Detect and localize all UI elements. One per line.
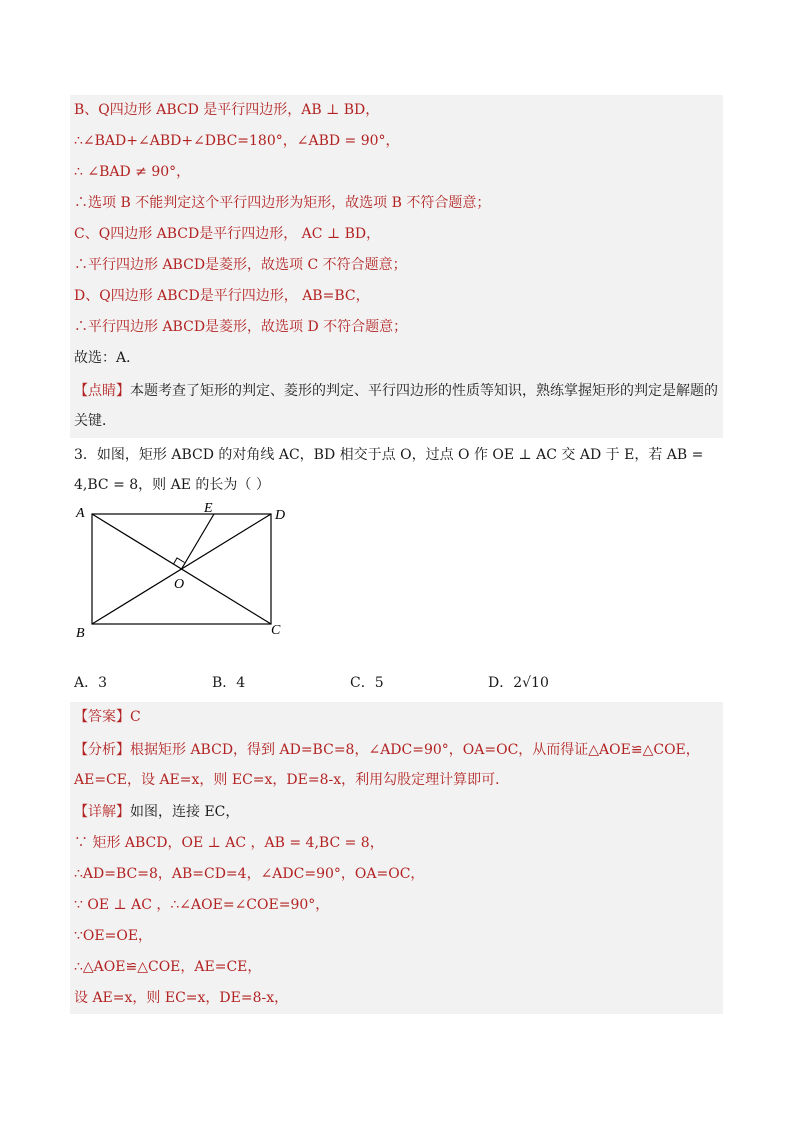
label-o: O (174, 577, 185, 592)
detail-line: ∵ OE ⊥ AC ，∴∠AOE=∠COE=90°， (74, 897, 330, 913)
xiangjie-row (70, 797, 723, 828)
solution-line: ∴平行四边形 ABCD是菱形，故选项 C 不符合题意； (74, 257, 407, 273)
geometry-figure (70, 502, 723, 672)
label-a: A (76, 506, 85, 521)
detail-line: ∵ 矩形 ABCD，OE ⊥ AC ，AB = 4,BC = 8， (74, 835, 384, 851)
solution-line: ∴平行四边形 ABCD是菱形，故选项 D 不符合题意； (74, 319, 408, 335)
solution-line: B、Q四边形 ABCD 是平行四边形，AB ⊥ BD， (74, 102, 380, 118)
right-angle-mark (174, 558, 185, 564)
label-c: C (271, 623, 281, 638)
choice-c: C．5 (350, 675, 384, 691)
solution-line: ∴∠BAD+∠ABD+∠DBC=180°，∠ABD = 90°， (74, 133, 400, 149)
question-text: 3．如图，矩形 ABCD 的对角线 AC，BD 相交于点 O，过点 O 作 OE ⊥ AC 交 AD 于 E，若 AB = 4,BC = 8，则 AE 的长为（ ） (74, 447, 704, 493)
fenxi-tag: 【分析】 (74, 742, 130, 758)
solution-block-prev (70, 95, 723, 438)
dianjing-paragraph (70, 374, 723, 438)
solution-line: ∴ ∠BAD ≠ 90°， (74, 164, 191, 180)
dianjing-tag: 【点睛】 (74, 383, 130, 399)
label-e: E (204, 502, 213, 516)
detail-line: ∴AD=BC=8，AB=CD=4，∠ADC=90°，OA=OC， (74, 866, 425, 882)
choice-b: B．4 (212, 675, 246, 691)
xiangjie-text: 如图，连接 EC， (130, 804, 240, 820)
segment-oe (182, 514, 215, 569)
solution-line: D、Q四边形 ABCD是平行四边形， AB=BC， (74, 288, 370, 304)
solution-line: C、Q四边形 ABCD是平行四边形， AC ⊥ BD， (74, 226, 381, 242)
label-d: D (275, 508, 286, 523)
detail-line: ∴△AOE≌△COE，AE=CE， (74, 959, 262, 975)
fenxi-text: 根据矩形 ABCD，得到 AD=BC=8，∠ADC=90°，OA=OC，从而得证△AOE≌△COE，AE=CE，设 AE=x，则 EC=x，DE=8-x，利用勾股定理计算即可． (74, 742, 700, 788)
solution-line: ∴选项 B 不能判定这个平行四边形为矩形，故选项 B 不符合题意； (74, 195, 491, 211)
answer-row (70, 702, 723, 733)
solution-block (70, 702, 723, 1014)
label-b: B (76, 626, 85, 641)
detail-line: ∵OE=OE， (74, 928, 153, 944)
daan-tag: 【答案】 (74, 709, 130, 725)
daan-value: C (130, 709, 141, 725)
dianjing-text: 本题考查了矩形的判定、菱形的判定、平行四边形的性质等知识，熟练掌握矩形的判定是解题的关键． (74, 383, 718, 429)
choice-a: A．3 (74, 675, 108, 691)
document-page (70, 95, 723, 1014)
answer-line: 故选：A． (74, 350, 141, 366)
choice-d: D．2√10 (488, 675, 549, 691)
xiangjie-tag: 【详解】 (74, 804, 130, 820)
fenxi-paragraph (70, 733, 723, 797)
answer-choices (70, 672, 723, 694)
rectangle-figure (70, 502, 370, 672)
detail-line: 设 AE=x，则 EC=x，DE=8-x， (74, 990, 289, 1006)
